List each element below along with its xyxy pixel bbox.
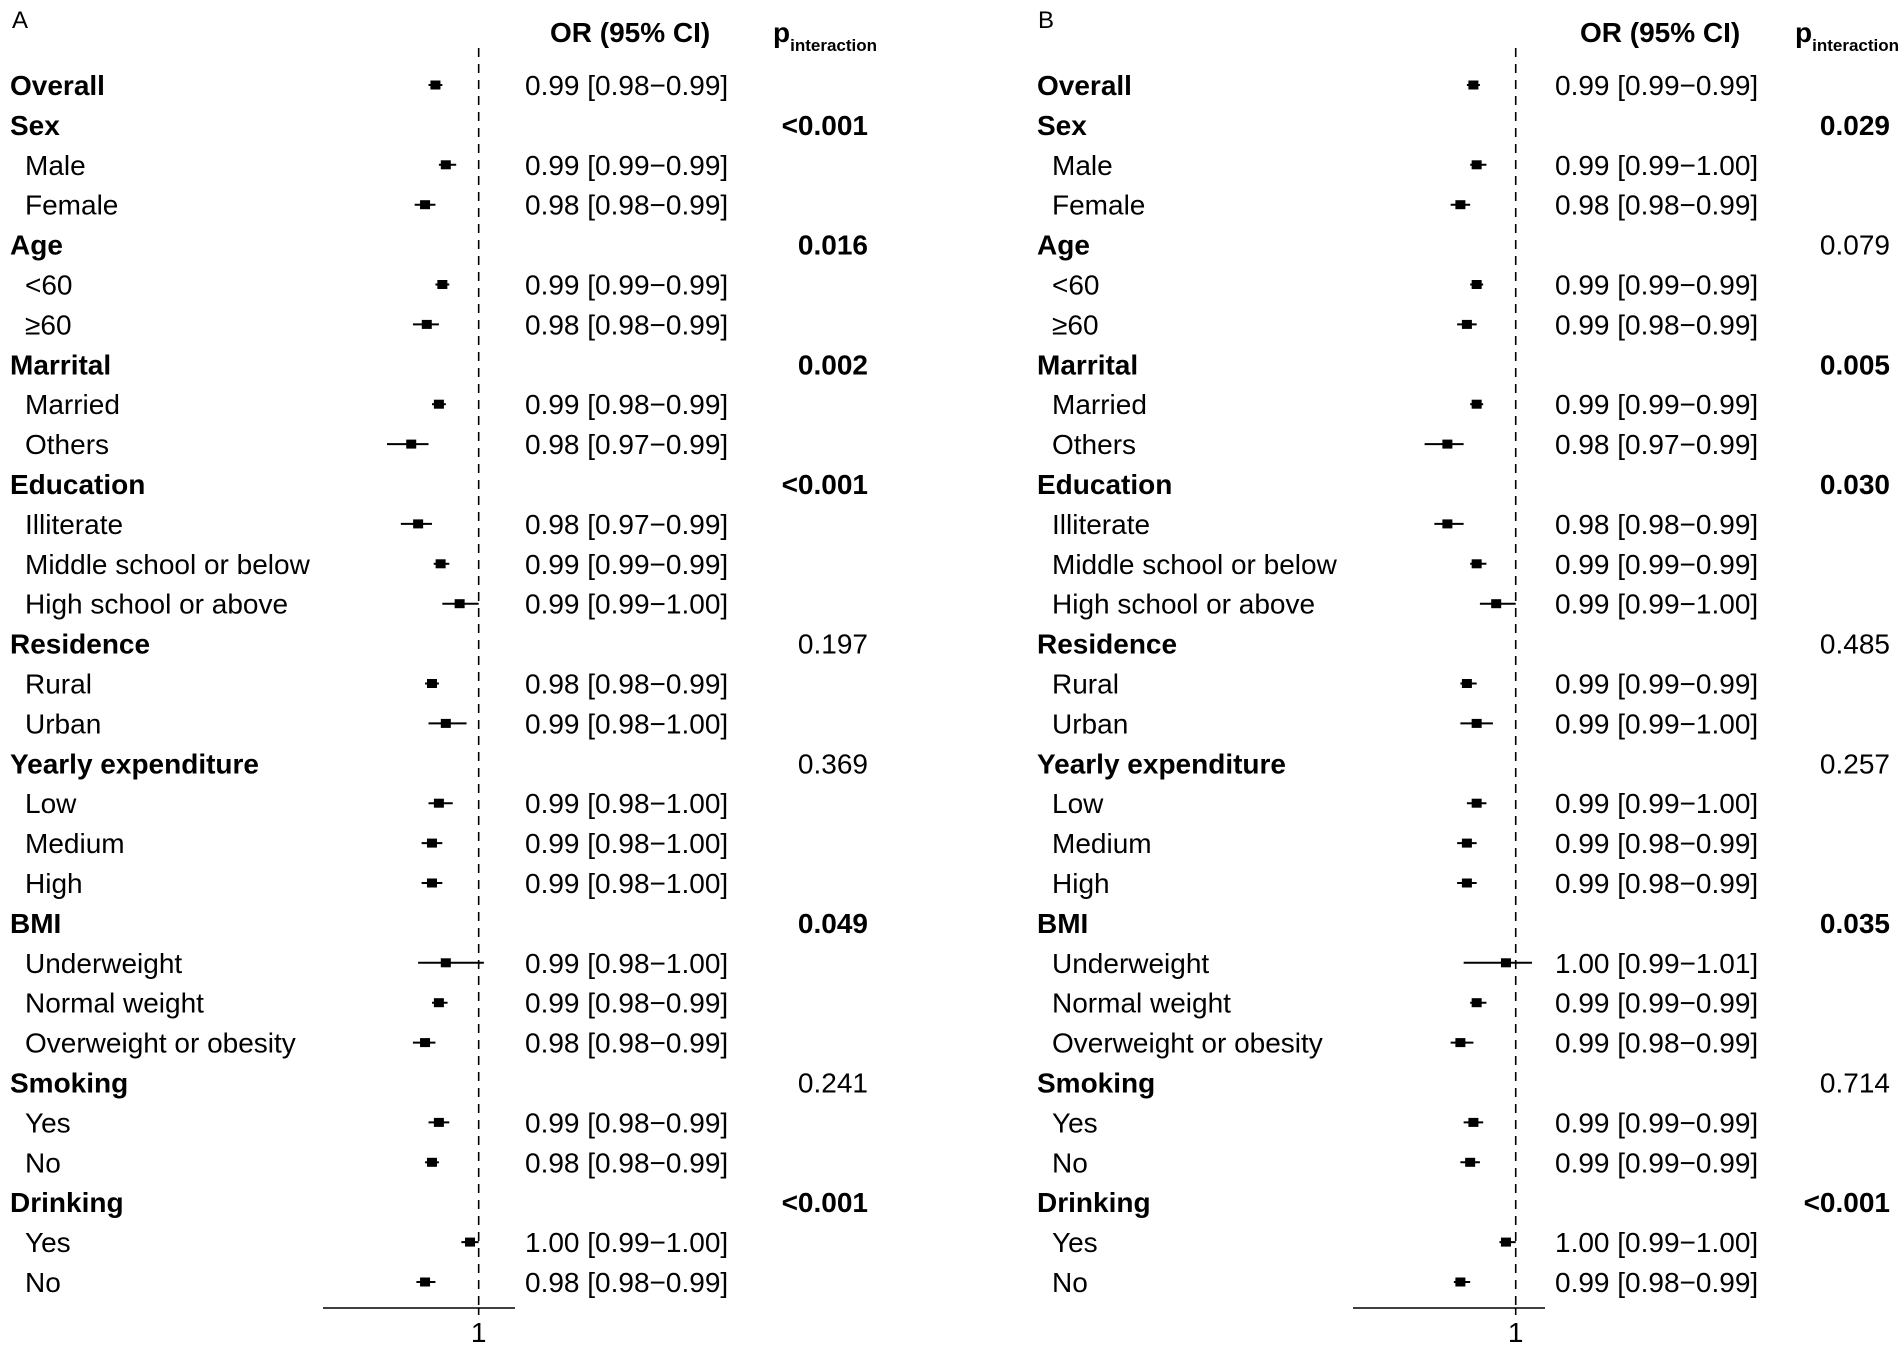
subgroup-label-no: No <box>25 1267 61 1298</box>
or-point <box>441 719 451 728</box>
or-ci-value: 0.99 [0.98−1.00] <box>525 828 729 860</box>
subgroup-label-yes: Yes <box>1052 1227 1098 1259</box>
or-point <box>427 839 437 848</box>
subgroup-label-60: <60 <box>25 269 73 301</box>
subgroup-label-urban: Urban <box>1052 708 1129 740</box>
or-ci-value: 0.98 [0.97−0.99] <box>1555 429 1759 461</box>
or-ci-value: 1.00 [0.99−1.01] <box>1555 947 1759 979</box>
p-interaction-value: 0.029 <box>1819 109 1890 141</box>
or-point <box>427 679 437 688</box>
group-label-drinking: Drinking <box>10 1187 124 1219</box>
group-label-overall: Overall <box>1037 70 1132 101</box>
or-point <box>1472 160 1482 169</box>
x-tick-label: 1 <box>470 1317 487 1346</box>
forest-panel-a <box>10 7 877 1346</box>
or-ci-value: 0.99 [0.98−1.00] <box>525 788 729 820</box>
group-label-bmi: BMI <box>10 907 62 939</box>
or-ci-value: 0.98 [0.98−0.99] <box>525 309 729 341</box>
p-interaction-header-sub: interaction <box>790 36 878 55</box>
or-ci-value: 0.98 [0.98−0.99] <box>525 668 729 700</box>
or-point <box>1455 1038 1465 1047</box>
or-point <box>1455 200 1465 209</box>
x-tick-label: 1 <box>1507 1317 1524 1346</box>
or-ci-value: 0.99 [0.99−0.99] <box>525 269 729 301</box>
p-interaction-value: 0.079 <box>1819 229 1890 261</box>
or-ci-value: 0.99 [0.98−0.99] <box>1555 868 1759 899</box>
or-ci-value: 0.99 [0.99−1.00] <box>1555 708 1759 740</box>
or-ci-value: 0.99 [0.98−0.99] <box>1555 1267 1759 1298</box>
group-label-marrital: Marrital <box>10 349 112 381</box>
p-interaction-value: 0.369 <box>797 748 868 780</box>
subgroup-label-overweight-or-obesity: Overweight or obesity <box>25 1027 296 1059</box>
p-interaction-value: 0.005 <box>1819 349 1890 381</box>
or-ci-value: 0.99 [0.98−0.99] <box>525 389 729 421</box>
subgroup-label-male: Male <box>25 149 86 181</box>
or-point <box>1472 998 1482 1007</box>
subgroup-label-others: Others <box>1052 429 1137 461</box>
subgroup-label-female: Female <box>25 189 119 221</box>
p-interaction-header <box>1795 17 1899 55</box>
or-point <box>413 519 423 528</box>
or-ci-value: 1.00 [0.99−1.00] <box>525 1227 729 1259</box>
subgroup-label-60: ≥60 <box>25 309 72 341</box>
subgroup-label-medium: Medium <box>25 828 125 860</box>
or-point <box>434 998 444 1007</box>
subgroup-label-middle-school-or-below: Middle school or below <box>1052 548 1337 580</box>
or-point <box>427 879 437 888</box>
subgroup-label-yes: Yes <box>25 1227 71 1259</box>
subgroup-label-illiterate: Illiterate <box>1052 508 1151 540</box>
subgroup-label-low: Low <box>25 788 77 820</box>
subgroup-label-middle-school-or-below: Middle school or below <box>25 548 310 580</box>
or-ci-value: 0.98 [0.98−0.99] <box>525 1027 729 1059</box>
panel-letter-b: B <box>1038 7 1055 34</box>
or-point <box>1472 799 1482 808</box>
or-ci-value: 1.00 [0.99−1.00] <box>1555 1227 1759 1259</box>
or-ci-value: 0.99 [0.99−0.99] <box>1555 1107 1759 1139</box>
or-ci-value: 0.98 [0.98−0.99] <box>525 1267 729 1298</box>
group-label-education: Education <box>1037 469 1173 500</box>
p-interaction-value: <0.001 <box>781 109 868 141</box>
group-label-marrital: Marrital <box>1037 349 1139 381</box>
or-ci-value: 0.99 [0.99−0.99] <box>525 548 729 580</box>
subgroup-label-rural: Rural <box>1052 668 1119 700</box>
subgroup-label-married: Married <box>25 389 120 421</box>
subgroup-label-male: Male <box>1052 149 1113 181</box>
subgroup-label-no: No <box>1052 1147 1088 1179</box>
p-interaction-value: 0.257 <box>1819 748 1890 780</box>
or-ci-value: 0.99 [0.99−1.00] <box>1555 788 1759 820</box>
subgroup-label-no: No <box>1052 1267 1088 1298</box>
p-interaction-value: 0.197 <box>797 628 868 660</box>
group-label-drinking: Drinking <box>1037 1187 1151 1219</box>
p-interaction-value: <0.001 <box>781 469 868 500</box>
group-label-residence: Residence <box>1037 628 1178 660</box>
or-ci-value: 0.99 [0.99−0.99] <box>1555 668 1759 700</box>
or-point <box>434 1118 444 1127</box>
subgroup-label-underweight: Underweight <box>1052 947 1210 979</box>
subgroup-label-medium: Medium <box>1052 828 1152 860</box>
group-label-sex: Sex <box>10 109 60 141</box>
or-ci-value: 0.99 [0.99−0.99] <box>1555 269 1759 301</box>
group-label-smoking: Smoking <box>10 1067 129 1099</box>
or-point <box>427 1158 437 1167</box>
subgroup-label-rural: Rural <box>25 668 92 700</box>
p-interaction-value: 0.241 <box>797 1067 868 1099</box>
subgroup-label-60: <60 <box>1052 269 1100 301</box>
or-ci-value: 0.99 [0.99−0.99] <box>525 149 729 181</box>
subgroup-label-female: Female <box>1052 189 1146 221</box>
or-point <box>1472 719 1482 728</box>
or-point <box>436 559 446 568</box>
or-point <box>1501 1238 1511 1247</box>
group-label-age: Age <box>10 229 63 261</box>
subgroup-label-high: High <box>1052 868 1110 899</box>
or-ci-value: 0.99 [0.99−1.00] <box>525 588 729 620</box>
or-point <box>1465 1158 1475 1167</box>
or-point <box>434 400 444 409</box>
subgroup-label-normal-weight: Normal weight <box>25 987 204 1019</box>
subgroup-label-high-school-or-above: High school or above <box>1052 588 1316 620</box>
or-point <box>1462 320 1472 329</box>
subgroup-label-urban: Urban <box>25 708 102 740</box>
group-label-overall: Overall <box>10 70 105 101</box>
or-point <box>1491 599 1501 608</box>
or-point <box>1462 879 1472 888</box>
or-point <box>434 799 444 808</box>
p-interaction-header <box>773 17 877 55</box>
or-ci-value: 0.99 [0.99−0.99] <box>1555 70 1759 101</box>
or-point <box>1442 440 1452 449</box>
or-ci-value: 0.98 [0.98−0.99] <box>1555 508 1759 540</box>
or-point <box>1462 679 1472 688</box>
or-point <box>1472 400 1482 409</box>
group-label-residence: Residence <box>10 628 151 660</box>
p-interaction-header-main: p <box>1795 17 1813 48</box>
or-ci-value: 0.99 [0.98−1.00] <box>525 947 729 979</box>
or-ci-value: 0.98 [0.97−0.99] <box>525 429 729 461</box>
group-label-yearly-expenditure: Yearly expenditure <box>10 748 260 780</box>
or-point <box>420 1038 430 1047</box>
subgroup-label-illiterate: Illiterate <box>25 508 124 540</box>
p-interaction-value: 0.485 <box>1819 628 1890 660</box>
group-label-sex: Sex <box>1037 109 1087 141</box>
or-ci-value: 0.98 [0.98−0.99] <box>525 1147 729 1179</box>
or-ci-value: 0.99 [0.99−0.99] <box>1555 548 1759 580</box>
p-interaction-value: 0.030 <box>1819 469 1890 500</box>
p-interaction-value: 0.035 <box>1819 907 1890 939</box>
or-ci-value: 0.99 [0.98−0.99] <box>1555 1027 1759 1059</box>
p-interaction-value: 0.002 <box>797 349 868 381</box>
p-interaction-value: 0.016 <box>797 229 868 261</box>
group-label-bmi: BMI <box>1037 907 1089 939</box>
or-point <box>1468 81 1478 90</box>
or-ci-value: 0.99 [0.98−0.99] <box>525 1107 729 1139</box>
or-ci-value: 0.99 [0.99−1.00] <box>1555 149 1759 181</box>
or-ci-value: 0.98 [0.98−0.99] <box>1555 189 1759 221</box>
group-label-yearly-expenditure: Yearly expenditure <box>1037 748 1287 780</box>
or-ci-value: 0.99 [0.98−0.99] <box>525 70 729 101</box>
or-point <box>441 958 451 967</box>
p-interaction-value: <0.001 <box>1803 1187 1890 1219</box>
or-point <box>437 280 447 289</box>
or-point <box>441 160 451 169</box>
or-point <box>420 200 430 209</box>
group-label-age: Age <box>1037 229 1090 261</box>
subgroup-label-low: Low <box>1052 788 1104 820</box>
or-point <box>1462 839 1472 848</box>
or-ci-value: 0.99 [0.99−1.00] <box>1555 588 1759 620</box>
group-label-smoking: Smoking <box>1037 1067 1156 1099</box>
or-ci-header: OR (95% CI) <box>1580 17 1741 48</box>
or-point <box>420 1278 430 1287</box>
p-interaction-value: 0.714 <box>1819 1067 1890 1099</box>
or-point <box>406 440 416 449</box>
subgroup-label-high-school-or-above: High school or above <box>25 588 289 620</box>
subgroup-label-married: Married <box>1052 389 1147 421</box>
or-ci-value: 0.99 [0.98−0.99] <box>525 987 729 1019</box>
or-ci-value: 0.99 [0.99−0.99] <box>1555 987 1759 1019</box>
or-point <box>1468 1118 1478 1127</box>
forest-panel-b <box>1037 7 1899 1346</box>
subgroup-label-no: No <box>25 1147 61 1179</box>
panel-letter-a: A <box>12 7 29 34</box>
subgroup-label-yes: Yes <box>1052 1107 1098 1139</box>
or-point <box>455 599 465 608</box>
or-ci-value: 0.98 [0.98−0.99] <box>525 189 729 221</box>
subgroup-label-normal-weight: Normal weight <box>1052 987 1231 1019</box>
subgroup-label-underweight: Underweight <box>25 947 183 979</box>
or-ci-value: 0.99 [0.98−1.00] <box>525 708 729 740</box>
subgroup-label-high: High <box>25 868 83 899</box>
or-ci-value: 0.99 [0.99−0.99] <box>1555 389 1759 421</box>
or-point <box>1501 958 1511 967</box>
or-ci-value: 0.99 [0.98−0.99] <box>1555 309 1759 341</box>
or-ci-value: 0.99 [0.99−0.99] <box>1555 1147 1759 1179</box>
or-point <box>1442 519 1452 528</box>
or-point <box>1472 280 1482 289</box>
subgroup-label-others: Others <box>25 429 110 461</box>
or-ci-value: 0.98 [0.97−0.99] <box>525 508 729 540</box>
or-point <box>465 1238 475 1247</box>
p-interaction-value: 0.049 <box>797 907 868 939</box>
p-interaction-header-main: p <box>773 17 791 48</box>
or-point <box>1455 1278 1465 1287</box>
or-point <box>430 81 440 90</box>
or-ci-value: 0.99 [0.98−0.99] <box>1555 828 1759 860</box>
or-point <box>422 320 432 329</box>
subgroup-label-overweight-or-obesity: Overweight or obesity <box>1052 1027 1323 1059</box>
p-interaction-header-sub: interaction <box>1812 36 1900 55</box>
or-ci-value: 0.99 [0.98−1.00] <box>525 868 729 899</box>
or-ci-header: OR (95% CI) <box>550 17 711 48</box>
or-point <box>1472 559 1482 568</box>
group-label-education: Education <box>10 469 146 500</box>
subgroup-label-yes: Yes <box>25 1107 71 1139</box>
p-interaction-value: <0.001 <box>781 1187 868 1219</box>
subgroup-label-60: ≥60 <box>1052 309 1099 341</box>
